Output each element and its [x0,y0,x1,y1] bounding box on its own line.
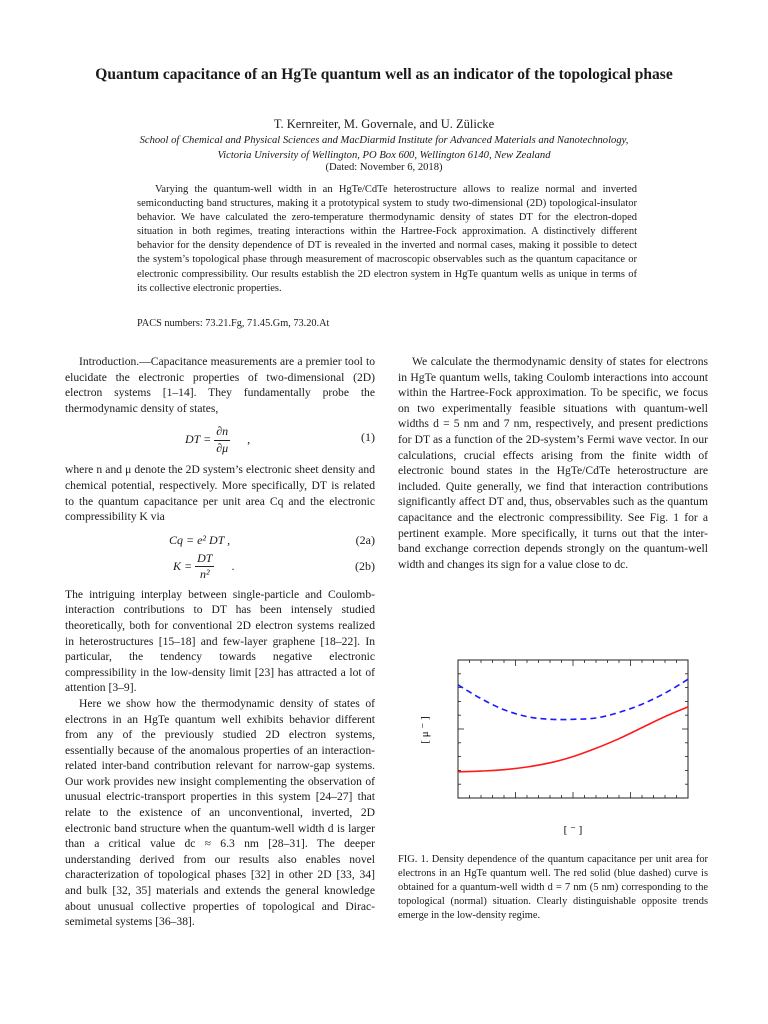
equation-1 [65,420,375,462]
x-axis-label: [ ⁻ ] [563,824,583,836]
figure-1-chart [398,650,708,845]
figure-1-caption: FIG. 1. Density dependence of the quantum capacitance per unit area for electrons in an HgTe quantum well. The red solid (blue dashed) curve is obtained for a quantum-well width d = 7 nm (5 nm) corresponding to the topological (normal) situation. Clearly distinguishable opposite trends emerge in the low-density regime. [398,854,708,922]
pacs-numbers: PACS numbers: 73.21.Fg, 71.45.Gm, 73.20.At [137,318,330,329]
affiliation-line-2: Victoria University of Wellington, PO Box 600, Wellington 6140, New Zealand [217,149,551,161]
y-axis-label: [ μ ⁻ ] [419,716,431,744]
eq1-denominator: ∂μ [216,440,229,455]
intro-paragraph: Introduction.—Capacitance measurements are a premier tool to elucidate the electronic properties of two-dimensional (2D) electron systems [1–14]. They fundamentally probe the thermodynamic density of states, [65,355,375,415]
eq2b-lhs: K = [173,558,193,573]
series-dashed-line [458,679,688,719]
eq1-label: (1) [361,430,375,445]
definition-paragraph: where n and μ denote the 2D system’s electronic sheet density and chemical potential, respectively. More specifically, DT is related to the quantum capacitance per unit area Cq and the electronic compressibility K via [65,463,375,524]
equation-2a [65,531,375,551]
eq2b-denominator: n² [199,567,210,582]
eq2b-fraction [195,551,214,583]
eq1-tail: , [247,432,251,447]
abstract: Varying the quantum-well width in an HgTe/CdTe heterostructure allows to realize normal and inverted semiconducting band structures, making it a prototypical system to study two-dimensional (2D) topological-insulator behavior. We have calculated the zero-temperature thermodynamic density of states DT for the electron-doped situation in both regimes, treating interactions within the Hartree-Fock approximation. A distinctively different behavior for the density dependence of DT is revealed in the inverted and normal cases, making it possible to detect the system’s topological phase through measurement of macroscopic observables such as the quantum capacitance or electronic compressibility. Our results establish the 2D electron system in HgTe quantum wells as unique in terms of its collective electronic properties. [137,184,637,294]
affiliation-line-1: School of Chemical and Physical Sciences and MacDiarmid Institute for Advanced Materials and Nanotechnology, [139,135,629,146]
paper-title: Quantum capacitance of an HgTe quantum well as an indicator of the topological phase [95,66,673,83]
right-column [398,354,708,572]
plot-frame [458,660,688,798]
eq1-lhs: DT = [185,432,212,447]
eq2a-label: (2a) [355,532,375,547]
date-line: (Dated: November 6, 2018) [325,162,443,173]
eq1-numerator: ∂n [214,424,230,441]
series-solid-line [458,707,688,772]
eq1-fraction [214,424,230,456]
eq2b-tail: . [231,558,235,573]
eq2b-label: (2b) [355,558,375,573]
main-result-paragraph: Here we show how the thermodynamic density of states of electrons in an HgTe quantum well exhibits behavior different from any of the previously studied 2D electron systems, essentially because of the anomalous properties of an interaction-related inter-band contribution relevant for narrow-gap systems. Our work provides new insight complementing the observation of unusual electric-transport properties in this system [24–27] that relate to the existence of an unconventional, inverted, 2D electronic band structure when the quantum-well width d is larger than a critical value dc ≈ 6.3 nm [28–31]. The deeper understanding derived from our results also enables novel characterization of topological phases [32] in other 2D [33, 34] and bulk [32, 35] materials and extends the general knowledge about unusual collective properties of topological and Dirac-semimetal systems [36–38]. [65,696,375,929]
eq2b-numerator: DT [195,551,214,568]
interplay-paragraph: The intriguing interplay between single-particle and Coulomb-interaction contributions to DT has been intensely studied theoretically, both for conventional 2D electron systems realized in heterostructures [15–18] and few-layer graphene [18–22]. In particular, the tendency towards negative electronic compressibility in the low-density limit [23] has attracted a lot of attention [3–9]. [65,587,375,695]
left-column [65,354,375,930]
equation-2b [65,551,375,587]
eq2a-body: Cq = e² DT , [169,532,231,547]
affiliation [60,134,708,163]
calculation-paragraph: We calculate the thermodynamic density of states for electrons in HgTe quantum wells, taking Coulomb interactions into account within the Hartree-Fock approximation. To be specific, we focus on two experimentally feasible situations with quantum-well widths d = 5 nm and 7 nm, respectively, and present predictions for DT as a function of the 2D-system’s Fermi wave vector. In our calculations, crucial effects arising from the finite width of electronic bound states in the HgTe/CdTe heterostructure are included. Quite generally, we find that interaction contributions significantly affect DT and, thus, observables such as the quantum capacitance and the electronic compressibility. See Fig. 1 for a pertinent example. More specifically, it turns out that the inter-band exchange correction depends strongly on the quantum-well width and changes its sign for a value close to dc. [398,355,708,571]
axis-ticks [458,660,688,798]
authors: T. Kernreiter, M. Governale, and U. Zülicke [273,117,495,131]
